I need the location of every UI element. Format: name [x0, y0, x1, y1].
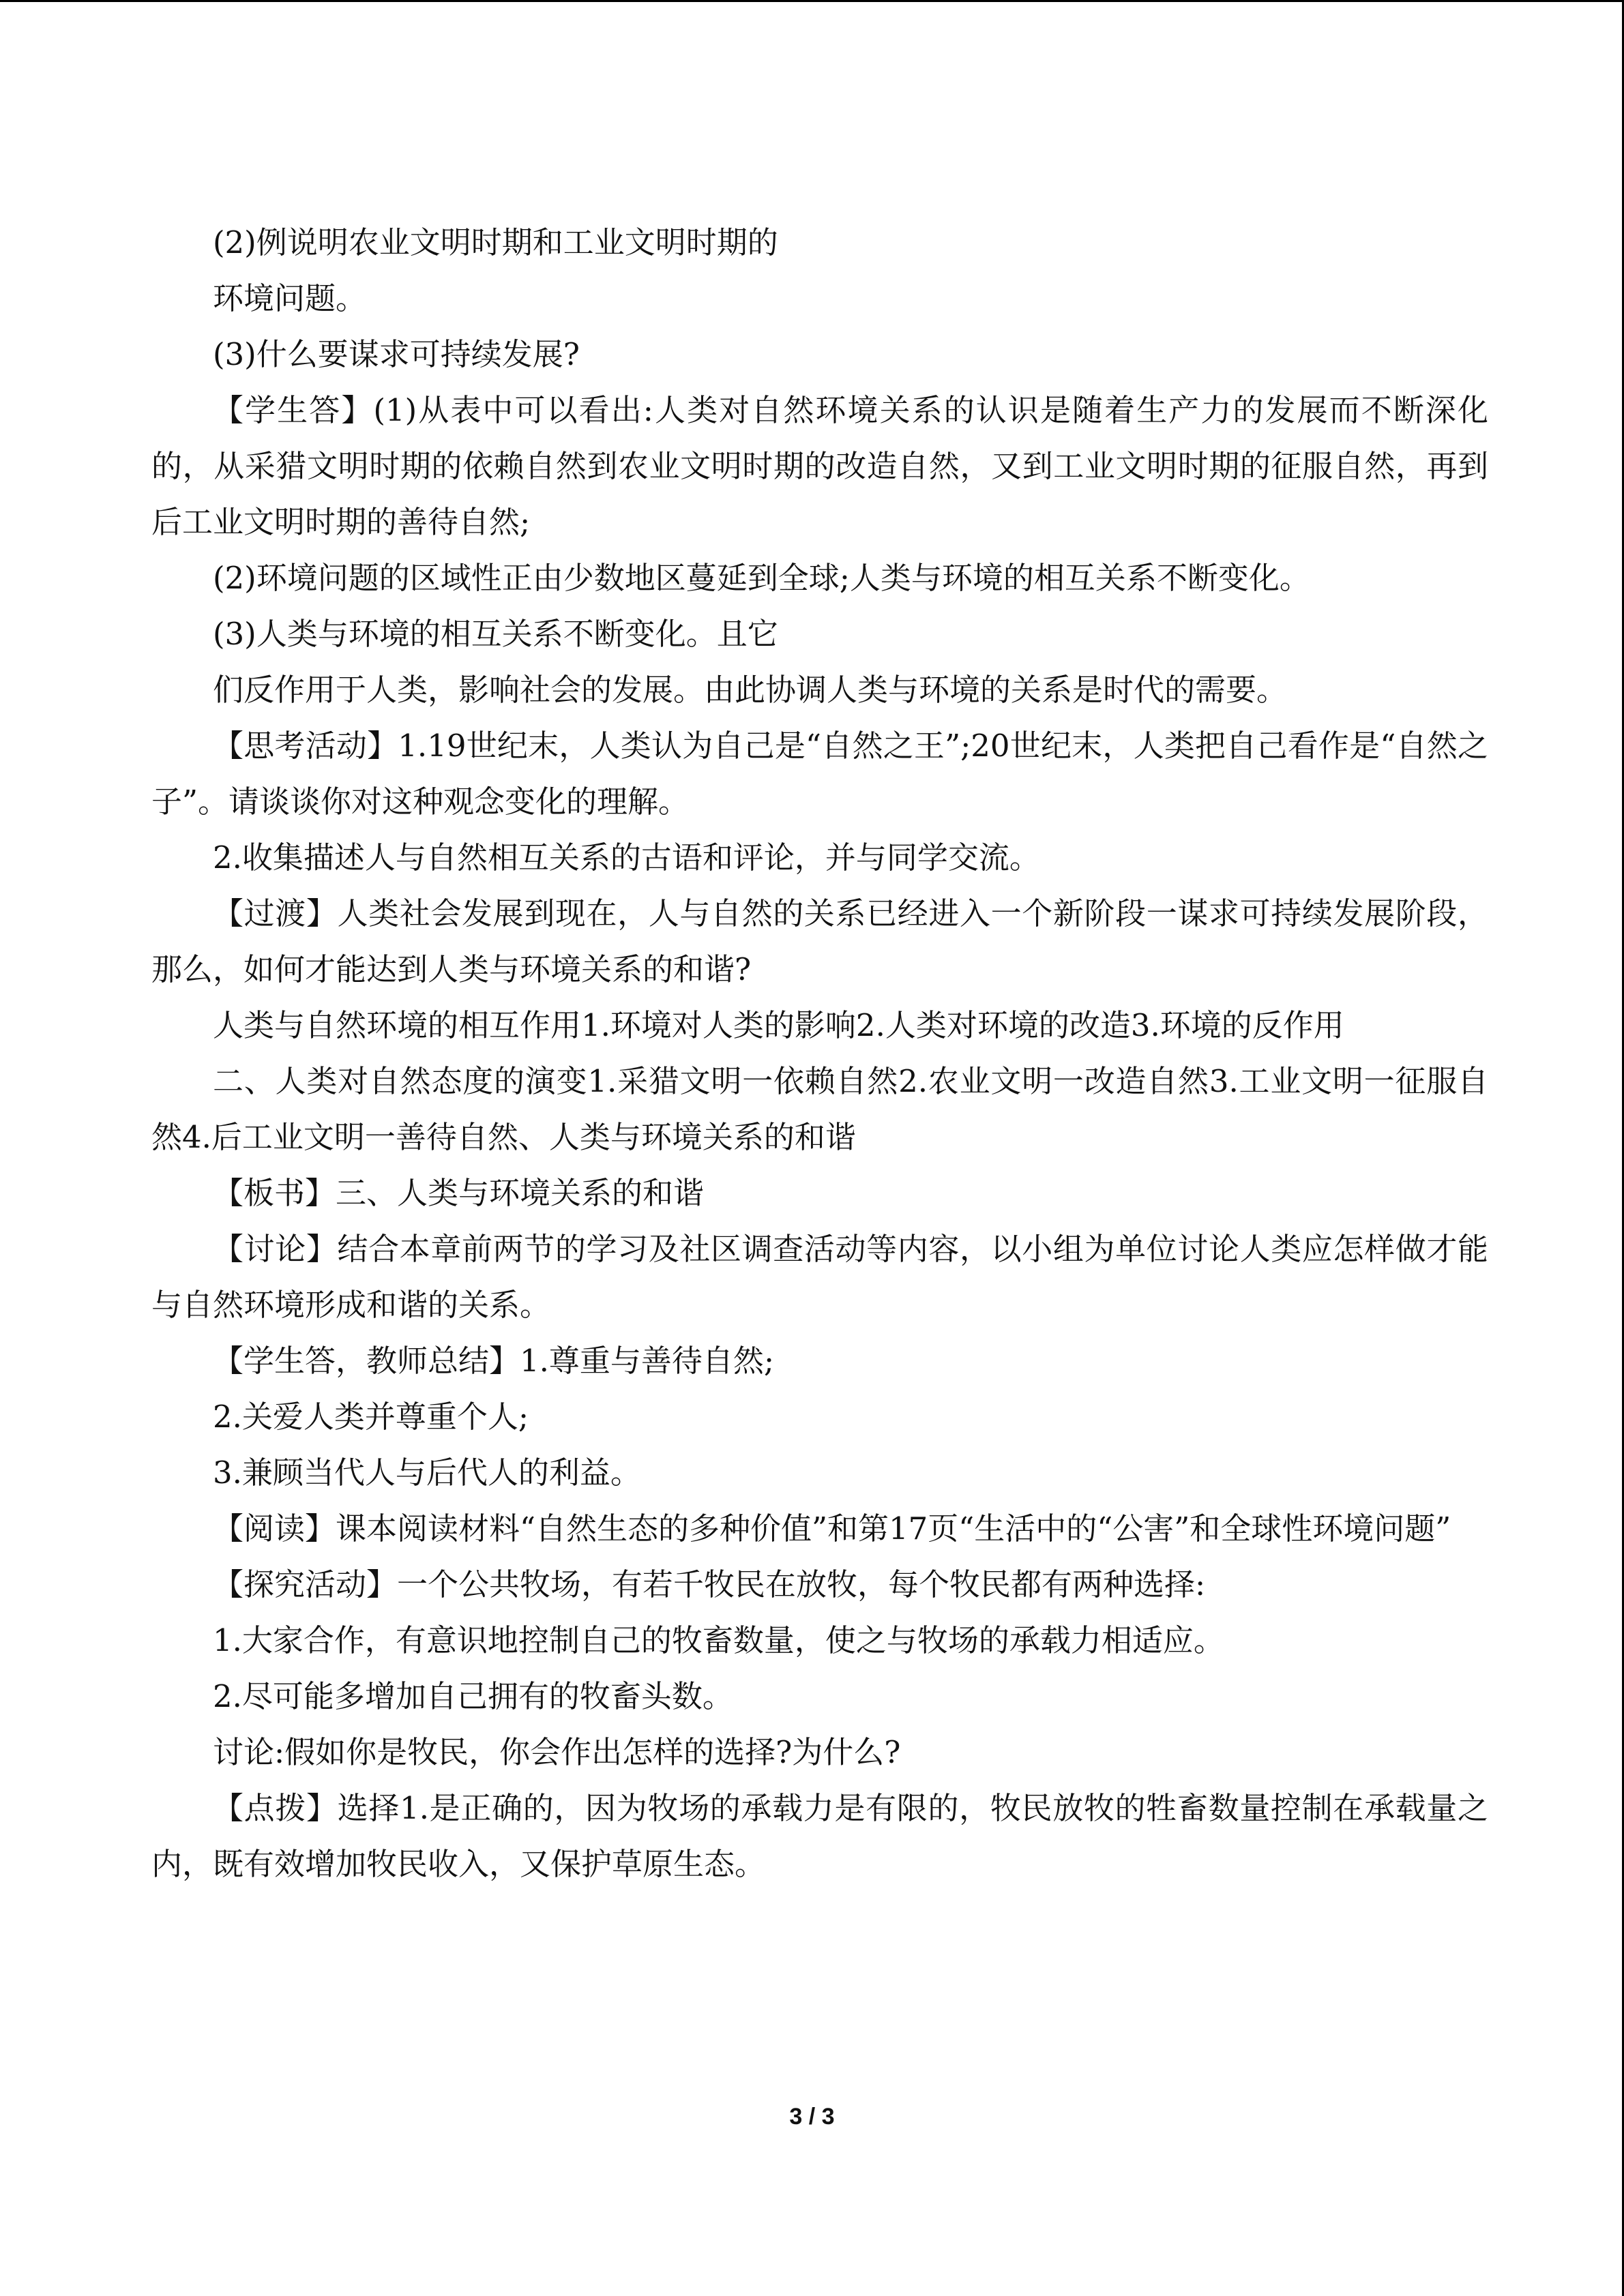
paragraph: 讨论:假如你是牧民，你会作出怎样的选择?为什么?: [213, 1734, 901, 1770]
paragraph: 【学生答】(1)从表中可以看出:人类对自然环境关系的认识是随着生产力的发展而不断深化的，从采猎文明时期的依赖自然到农业文明时期的改造自然，又到工业文明时期的征服自然，再到后工业文明时期的善待自然;: [151, 392, 1488, 540]
paragraph: (3)什么要谋求可持续发展?: [213, 336, 580, 372]
paragraph: 【思考活动】1.19世纪末，人类认为自己是“自然之王”;20世纪末，人类把自己看作是“自然之子”。请谈谈你对这种观念变化的理解。: [151, 728, 1488, 820]
paragraph: 【讨论】结合本章前两节的学习及社区调查活动等内容，以小组为单位讨论人类应怎样做才能与自然环境形成和谐的关系。: [151, 1231, 1488, 1323]
document-body: [151, 215, 1488, 1892]
paragraph: 【点拨】选择1.是正确的，因为牧场的承载力是有限的，牧民放牧的牲畜数量控制在承载量之内，既有效增加牧民收入，又保护草原生态。: [151, 1790, 1488, 1882]
paragraph: 们反作用于人类，影响社会的发展。由此协调人类与环境的关系是时代的需要。: [213, 672, 1288, 708]
paragraph: 环境问题。: [213, 280, 367, 316]
paragraph: 1.大家合作，有意识地控制自己的牧畜数量，使之与牧场的承载力相适应。: [213, 1622, 1224, 1658]
paragraph: (3)人类与环境的相互关系不断变化。且它: [213, 616, 778, 652]
paragraph: 2.收集描述人与自然相互关系的古语和评论，并与同学交流。: [213, 839, 1040, 876]
paragraph: 【过渡】人类社会发展到现在，人与自然的关系已经进入一个新阶段一谋求可持续发展阶段，那么，如何才能达到人类与环境关系的和谐?: [151, 895, 1488, 987]
paragraph: (2)例说明农业文明时期和工业文明时期的: [213, 224, 778, 260]
paragraph: 二、人类对自然态度的演变1.采猎文明一依赖自然2.农业文明一改造自然3.工业文明一征服自然4.后工业文明一善待自然、人类与环境关系的和谐: [151, 1063, 1488, 1155]
paragraph: 【板书】三、人类与环境关系的和谐: [213, 1175, 705, 1211]
paragraph: (2)环境问题的区域性正由少数地区蔓延到全球;人类与环境的相互关系不断变化。: [213, 560, 1310, 596]
page-number: 3 / 3: [789, 2104, 835, 2130]
paragraph: 3.兼顾当代人与后代人的利益。: [213, 1455, 641, 1491]
paragraph: 【探究活动】一个公共牧场，有若千牧民在放牧，每个牧民都有两种选择:: [213, 1566, 1206, 1602]
paragraph: 【学生答，教师总结】1.尊重与善待自然;: [213, 1343, 775, 1379]
paragraph: 2.关爱人类并尊重个人;: [213, 1399, 529, 1435]
paragraph: 2.尽可能多增加自己拥有的牧畜头数。: [213, 1678, 733, 1714]
paragraph: 【阅读】课本阅读材料“自然生态的多种价值”和第17页“生活中的“公害”和全球性环境问题”: [213, 1510, 1451, 1547]
paragraph: 人类与自然环境的相互作用1.环境对人类的影响2.人类对环境的改造3.环境的反作用: [213, 1007, 1344, 1043]
